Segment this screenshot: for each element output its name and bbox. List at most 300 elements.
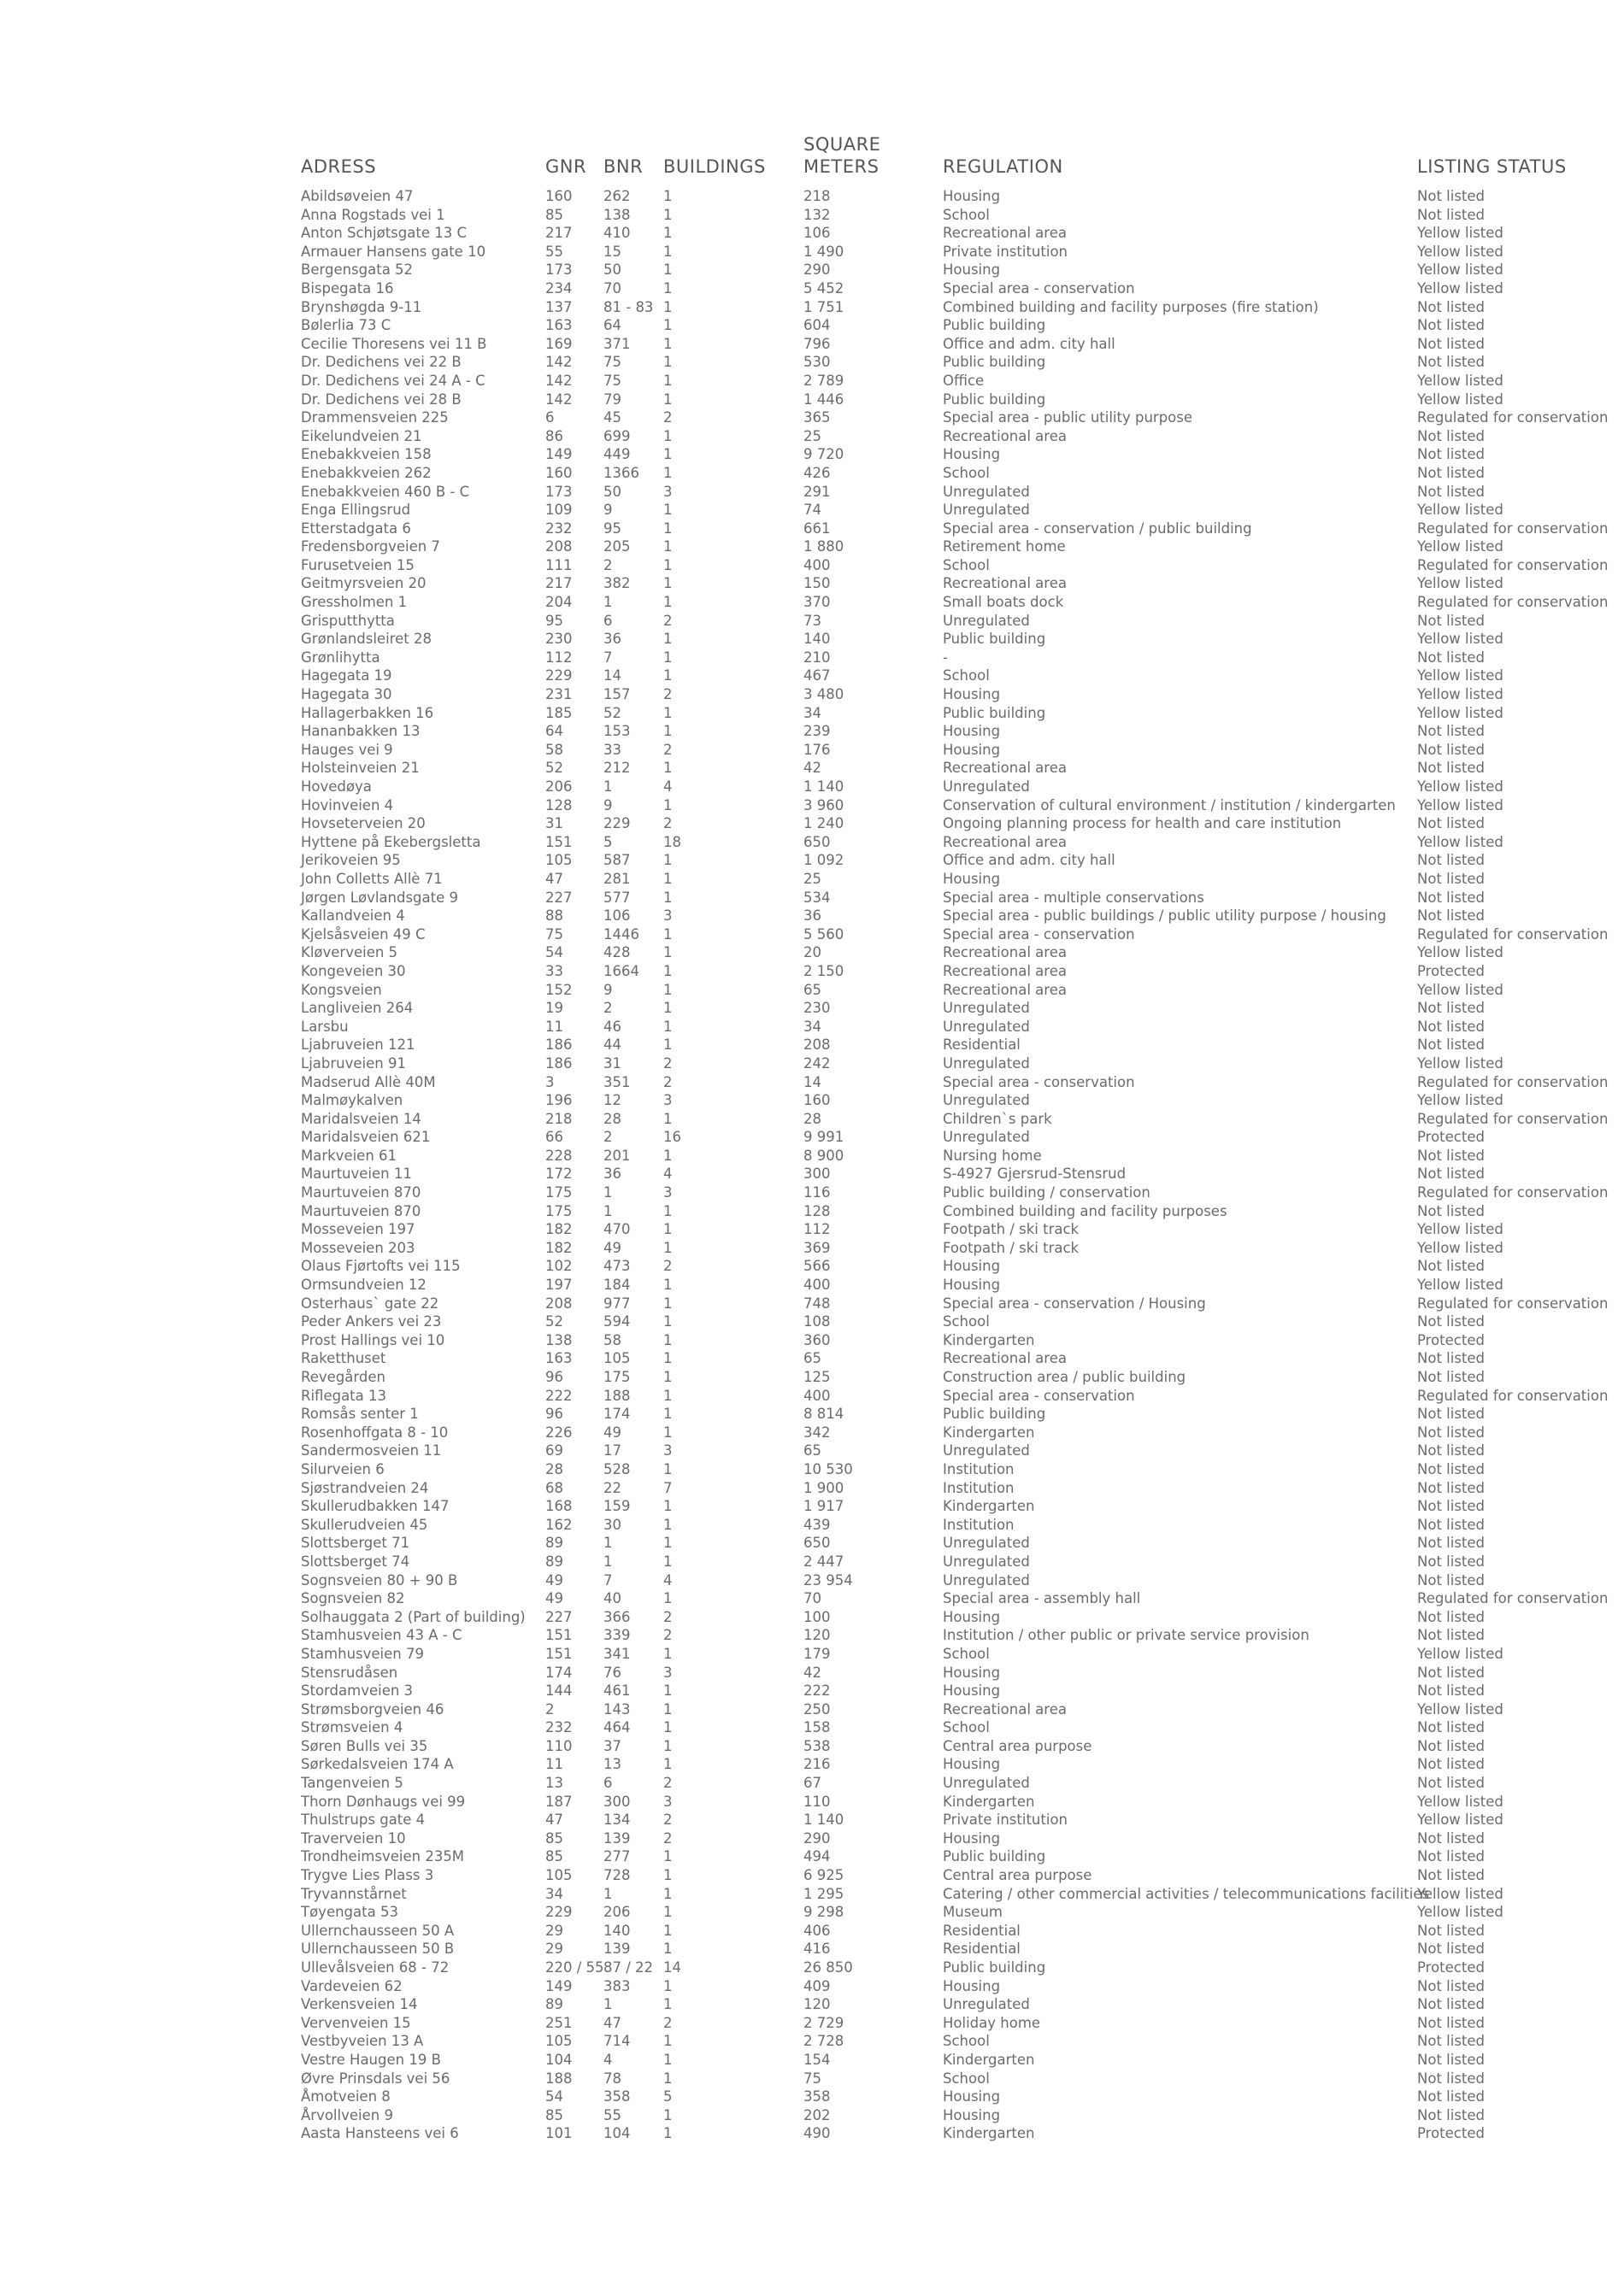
table-row	[301, 649, 1609, 667]
cell-address: Aasta Hansteens vei 6	[301, 2125, 459, 2142]
cell-address: Trygve Lies Plass 3	[301, 1867, 434, 1884]
cell-address: Prost Hallings vei 10	[301, 1331, 445, 1348]
cell-bnr: 28	[603, 1110, 621, 1127]
cell-regulation: Unregulated	[943, 1054, 1030, 1072]
cell-address: Grisputthytta	[301, 612, 395, 629]
table-row	[301, 1073, 1609, 1092]
cell-bnr: 37	[603, 1737, 621, 1754]
cell-square-meters: 2 728	[803, 2033, 844, 2050]
cell-listing-status: Not listed	[1417, 1479, 1486, 1496]
cell-regulation: Nursing home	[943, 1147, 1042, 1164]
cell-listing-status: Not listed	[1417, 1516, 1486, 1533]
table-row	[301, 464, 1609, 483]
cell-address: Strømsborgveien 46	[301, 1700, 444, 1718]
cell-square-meters: 116	[803, 1184, 831, 1201]
cell-listing-status: Not listed	[1417, 870, 1486, 887]
cell-gnr: 227	[545, 889, 573, 906]
cell-square-meters: 67	[803, 1775, 821, 1792]
cell-address: Cecilie Thoresens vei 11 B	[301, 335, 487, 352]
cell-listing-status: Not listed	[1417, 2070, 1486, 2087]
property-table	[301, 128, 1609, 2143]
cell-listing-status: Not listed	[1417, 1737, 1486, 1754]
cell-bnr: 12	[603, 1092, 621, 1109]
cell-gnr: 11	[545, 1756, 563, 1773]
cell-buildings: 1	[663, 1516, 673, 1533]
cell-buildings: 1	[663, 2051, 673, 2068]
cell-buildings: 18	[663, 833, 681, 850]
cell-listing-status: Yellow listed	[1417, 279, 1503, 297]
cell-square-meters: 1 092	[803, 852, 844, 869]
table-row	[301, 261, 1609, 279]
cell-bnr: 15	[603, 243, 621, 260]
cell-gnr: 68	[545, 1479, 563, 1496]
cell-regulation: Institution / other public or private service provision	[943, 1627, 1309, 1644]
cell-square-meters: 650	[803, 1535, 831, 1552]
cell-buildings: 14	[663, 1959, 681, 1976]
cell-bnr: 1	[603, 1996, 613, 2013]
cell-square-meters: 154	[803, 2051, 831, 2068]
cell-square-meters: 538	[803, 1737, 831, 1754]
cell-bnr: 45	[603, 409, 621, 426]
cell-buildings: 2	[663, 1812, 673, 1829]
cell-bnr: 1	[603, 1885, 613, 1902]
cell-square-meters: 796	[803, 335, 831, 352]
cell-regulation: Special area - public utility purpose	[943, 409, 1193, 426]
cell-gnr: 160	[545, 464, 573, 481]
cell-listing-status: Not listed	[1417, 1498, 1486, 1515]
cell-gnr: 220 / 55	[545, 1959, 604, 1976]
table-row	[301, 501, 1609, 520]
cell-address: Maurtuveien 870	[301, 1202, 421, 1219]
cell-address: Fredensborgveien 7	[301, 538, 440, 555]
cell-square-meters: 239	[803, 723, 831, 740]
cell-bnr: 358	[603, 2088, 631, 2105]
cell-bnr: 383	[603, 1977, 631, 1994]
cell-gnr: 110	[545, 1737, 573, 1754]
cell-bnr: 410	[603, 225, 631, 242]
cell-buildings: 1	[663, 1036, 673, 1054]
table-row	[301, 741, 1609, 760]
cell-square-meters: 534	[803, 889, 831, 906]
cell-address: Hananbakken 13	[301, 723, 421, 740]
cell-buildings: 1	[663, 1424, 673, 1441]
cell-buildings: 1	[663, 649, 673, 666]
cell-address: Thorn Dønhaugs vei 99	[301, 1793, 466, 1810]
cell-gnr: 13	[545, 1775, 563, 1792]
cell-regulation: Conservation of cultural environment / institution / kindergarten	[943, 796, 1396, 813]
cell-regulation: Small boats dock	[943, 594, 1064, 611]
cell-square-meters: 342	[803, 1424, 831, 1441]
cell-square-meters: 8 900	[803, 1147, 844, 1164]
cell-square-meters: 406	[803, 1922, 831, 1939]
cell-bnr: 55	[603, 2106, 621, 2123]
cell-listing-status: Not listed	[1417, 1627, 1486, 1644]
cell-listing-status: Not listed	[1417, 907, 1486, 925]
cell-gnr: 29	[545, 1941, 563, 1958]
cell-bnr: 31	[603, 1054, 621, 1072]
cell-buildings: 1	[663, 1553, 673, 1570]
cell-bnr: 728	[603, 1867, 631, 1884]
cell-regulation: Unregulated	[943, 612, 1030, 629]
cell-regulation: Private institution	[943, 1812, 1068, 1829]
cell-buildings: 1	[663, 870, 673, 887]
cell-square-meters: 604	[803, 317, 831, 334]
cell-bnr: 22	[603, 1479, 621, 1496]
cell-buildings: 2	[663, 2014, 673, 2031]
cell-regulation: Public building	[943, 631, 1046, 648]
cell-square-meters: 176	[803, 741, 831, 758]
cell-regulation: Recreational area	[943, 1700, 1067, 1718]
cell-listing-status: Yellow listed	[1417, 243, 1503, 260]
table-row	[301, 2070, 1609, 2088]
cell-regulation: Housing	[943, 1756, 1001, 1773]
cell-bnr: 699	[603, 427, 631, 444]
cell-bnr: 1	[603, 778, 613, 795]
table-row	[301, 851, 1609, 870]
cell-listing-status: Yellow listed	[1417, 1904, 1503, 1921]
cell-square-meters: 1 880	[803, 538, 844, 555]
cell-regulation: Catering / other commercial activities / telecommunications facilities	[943, 1885, 1430, 1902]
cell-gnr: 105	[545, 2033, 573, 2050]
cell-listing-status: Not listed	[1417, 889, 1486, 906]
cell-regulation: Housing	[943, 1258, 1001, 1275]
table-row	[301, 1331, 1609, 1350]
cell-address: Revegården	[301, 1369, 385, 1385]
cell-bnr: 594	[603, 1313, 631, 1330]
cell-square-meters: 110	[803, 1793, 831, 1810]
cell-bnr: 9	[603, 796, 613, 813]
cell-bnr: 382	[603, 575, 631, 592]
cell-regulation: Kindergarten	[943, 1424, 1035, 1441]
cell-bnr: 470	[603, 1221, 631, 1238]
cell-address: Maridalsveien 14	[301, 1110, 421, 1127]
cell-square-meters: 370	[803, 594, 831, 611]
table-row	[301, 666, 1609, 685]
cell-address: Armauer Hansens gate 10	[301, 243, 486, 260]
cell-buildings: 1	[663, 1147, 673, 1164]
header-regulation: REGULATION	[943, 156, 1063, 177]
cell-gnr: 234	[545, 279, 573, 297]
cell-listing-status: Yellow listed	[1417, 1793, 1503, 1810]
cell-buildings: 1	[663, 502, 673, 519]
cell-square-meters: 1 140	[803, 778, 844, 795]
cell-buildings: 1	[663, 390, 673, 408]
cell-buildings: 1	[663, 279, 673, 297]
cell-address: Sandermosveien 11	[301, 1442, 442, 1459]
cell-gnr: 58	[545, 741, 563, 758]
cell-address: Slottsberget 71	[301, 1535, 410, 1552]
cell-regulation: Housing	[943, 446, 1001, 463]
cell-address: Traverveien 10	[301, 1829, 406, 1847]
cell-listing-status: Protected	[1417, 1331, 1485, 1348]
cell-buildings: 2	[663, 815, 673, 832]
table-row	[301, 778, 1609, 796]
table-row	[301, 556, 1609, 575]
cell-gnr: 144	[545, 1682, 573, 1700]
cell-listing-status: Not listed	[1417, 1571, 1486, 1588]
cell-listing-status: Yellow listed	[1417, 833, 1503, 850]
cell-regulation: Residential	[943, 1036, 1021, 1054]
cell-address: Skullerudbakken 147	[301, 1498, 450, 1515]
cell-regulation: Unregulated	[943, 1571, 1030, 1588]
cell-address: Tøyengata 53	[301, 1904, 398, 1921]
table-row	[301, 1424, 1609, 1442]
table-row	[301, 630, 1609, 649]
cell-bnr: 140	[603, 1922, 631, 1939]
cell-regulation: Recreational area	[943, 944, 1067, 961]
table-row	[301, 1995, 1609, 2014]
cell-square-meters: 230	[803, 1000, 831, 1017]
cell-gnr: 75	[545, 925, 563, 942]
cell-regulation: School	[943, 1719, 990, 1736]
cell-regulation: Housing	[943, 2088, 1001, 2105]
cell-regulation: Housing	[943, 1277, 1001, 1294]
cell-bnr: 1446	[603, 925, 639, 942]
cell-bnr: 139	[603, 1829, 631, 1847]
cell-square-meters: 179	[803, 1645, 831, 1662]
table-row	[301, 1018, 1609, 1036]
table-row	[301, 1368, 1609, 1387]
table-row	[301, 243, 1609, 261]
cell-address: Sørkedalsveien 174 A	[301, 1756, 454, 1773]
cell-regulation: Ongoing planning process for health and care institution	[943, 815, 1342, 832]
cell-square-meters: 1 490	[803, 243, 844, 260]
cell-gnr: 230	[545, 631, 573, 648]
cell-buildings: 1	[663, 1239, 673, 1256]
cell-bnr: 33	[603, 741, 621, 758]
cell-gnr: 2	[545, 1700, 555, 1718]
cell-buildings: 1	[663, 1590, 673, 1607]
cell-bnr: 106	[603, 907, 631, 925]
cell-square-meters: 439	[803, 1516, 831, 1533]
cell-square-meters: 1 917	[803, 1498, 844, 1515]
cell-regulation: Recreational area	[943, 427, 1067, 444]
cell-gnr: 168	[545, 1498, 573, 1515]
cell-gnr: 226	[545, 1424, 573, 1441]
cell-address: Drammensveien 225	[301, 409, 449, 426]
cell-regulation: Central area purpose	[943, 1867, 1092, 1884]
cell-listing-status: Not listed	[1417, 1166, 1486, 1183]
cell-bnr: 139	[603, 1941, 631, 1958]
cell-buildings: 3	[663, 907, 673, 925]
cell-square-meters: 73	[803, 612, 821, 629]
cell-gnr: 151	[545, 833, 573, 850]
cell-address: Ljabruveien 121	[301, 1036, 415, 1054]
table-row	[301, 2106, 1609, 2125]
cell-buildings: 1	[663, 1719, 673, 1736]
cell-buildings: 1	[663, 1885, 673, 1902]
cell-gnr: 137	[545, 298, 573, 315]
table-row	[301, 483, 1609, 502]
cell-gnr: 64	[545, 723, 563, 740]
cell-bnr: 14	[603, 667, 621, 684]
cell-address: Ullernchausseen 50 A	[301, 1922, 455, 1939]
table-row	[301, 1516, 1609, 1535]
cell-buildings: 1	[663, 1756, 673, 1773]
cell-listing-status: Protected	[1417, 1129, 1485, 1146]
table-row	[301, 1589, 1609, 1608]
cell-square-meters: 75	[803, 2070, 821, 2087]
cell-gnr: 142	[545, 354, 573, 371]
cell-address: Solhauggata 2 (Part of building)	[301, 1608, 526, 1625]
cell-bnr: 2	[603, 556, 613, 573]
cell-listing-status: Not listed	[1417, 1867, 1486, 1884]
cell-gnr: 111	[545, 556, 573, 573]
cell-regulation: Office and adm. city hall	[943, 335, 1115, 352]
cell-address: Hagegata 19	[301, 667, 392, 684]
table-row	[301, 1922, 1609, 1941]
cell-address: Hallagerbakken 16	[301, 704, 434, 721]
table-row	[301, 2051, 1609, 2070]
cell-regulation: Kindergarten	[943, 2051, 1035, 2068]
cell-square-meters: 400	[803, 1277, 831, 1294]
cell-listing-status: Regulated for conservation	[1417, 1387, 1609, 1404]
table-row	[301, 925, 1609, 944]
cell-square-meters: 158	[803, 1719, 831, 1736]
cell-listing-status: Yellow listed	[1417, 538, 1503, 555]
cell-square-meters: 106	[803, 225, 831, 242]
cell-bnr: 473	[603, 1258, 631, 1275]
cell-address: Enga Ellingsrud	[301, 502, 411, 519]
cell-bnr: 49	[603, 1424, 621, 1441]
cell-square-meters: 661	[803, 520, 831, 537]
cell-buildings: 1	[663, 944, 673, 961]
cell-regulation: Unregulated	[943, 502, 1030, 519]
cell-bnr: 9	[603, 981, 613, 998]
cell-buildings: 3	[663, 1184, 673, 1201]
cell-bnr: 212	[603, 760, 631, 777]
cell-square-meters: 42	[803, 760, 821, 777]
cell-square-meters: 1 446	[803, 390, 844, 408]
cell-bnr: 70	[603, 279, 621, 297]
cell-address: Slottsberget 74	[301, 1553, 410, 1570]
cell-bnr: 52	[603, 704, 621, 721]
cell-square-meters: 36	[803, 907, 821, 925]
table-row	[301, 537, 1609, 556]
cell-regulation: Institution	[943, 1460, 1015, 1477]
cell-listing-status: Not listed	[1417, 1664, 1486, 1681]
cell-listing-status: Regulated for conservation	[1417, 1184, 1609, 1201]
cell-buildings: 1	[663, 1848, 673, 1865]
table-row	[301, 814, 1609, 833]
cell-listing-status: Not listed	[1417, 852, 1486, 869]
cell-regulation: Housing	[943, 1829, 1001, 1847]
cell-buildings: 1	[663, 575, 673, 592]
cell-bnr: 1	[603, 1202, 613, 1219]
cell-square-meters: 112	[803, 1221, 831, 1238]
cell-address: Hagegata 30	[301, 686, 392, 703]
cell-address: Kongsveien	[301, 981, 382, 998]
cell-bnr: 157	[603, 686, 631, 703]
cell-gnr: 89	[545, 1996, 563, 2013]
table-row	[301, 1312, 1609, 1331]
cell-gnr: 208	[545, 538, 573, 555]
cell-buildings: 4	[663, 1571, 673, 1588]
cell-listing-status: Not listed	[1417, 335, 1486, 352]
cell-regulation: Housing	[943, 723, 1001, 740]
cell-square-meters: 242	[803, 1054, 831, 1072]
cell-regulation: Residential	[943, 1941, 1021, 1958]
cell-gnr: 52	[545, 1313, 563, 1330]
cell-listing-status: Not listed	[1417, 1682, 1486, 1700]
cell-listing-status: Not listed	[1417, 427, 1486, 444]
cell-square-meters: 208	[803, 1036, 831, 1054]
cell-bnr: 977	[603, 1295, 631, 1312]
cell-gnr: 163	[545, 317, 573, 334]
cell-regulation: Public building	[943, 704, 1046, 721]
cell-square-meters: 1 900	[803, 1479, 844, 1496]
cell-bnr: 30	[603, 1516, 621, 1533]
cell-listing-status: Not listed	[1417, 612, 1486, 629]
cell-listing-status: Yellow listed	[1417, 704, 1503, 721]
table-row	[301, 889, 1609, 907]
cell-buildings: 1	[663, 962, 673, 979]
table-row	[301, 1977, 1609, 1996]
cell-square-meters: 416	[803, 1941, 831, 1958]
cell-regulation: Central area purpose	[943, 1737, 1092, 1754]
cell-listing-status: Not listed	[1417, 1608, 1486, 1625]
cell-gnr: 251	[545, 2014, 573, 2031]
cell-listing-status: Yellow listed	[1417, 981, 1503, 998]
cell-listing-status: Not listed	[1417, 464, 1486, 481]
table-row	[301, 1497, 1609, 1516]
cell-gnr: 228	[545, 1147, 573, 1164]
cell-gnr: 31	[545, 815, 563, 832]
cell-bnr: 95	[603, 520, 621, 537]
cell-buildings: 1	[663, 1460, 673, 1477]
cell-gnr: 3	[545, 1073, 555, 1090]
cell-address: Kallandveien 4	[301, 907, 405, 925]
cell-regulation: Public building / conservation	[943, 1184, 1150, 1201]
cell-buildings: 1	[663, 225, 673, 242]
cell-listing-status: Yellow listed	[1417, 686, 1503, 703]
cell-regulation: Recreational area	[943, 962, 1067, 979]
cell-address: Osterhaus` gate 22	[301, 1295, 439, 1312]
cell-regulation: School	[943, 556, 990, 573]
cell-buildings: 1	[663, 243, 673, 260]
cell-gnr: 88	[545, 907, 563, 925]
cell-address: Dr. Dedichens vei 24 A - C	[301, 372, 485, 389]
cell-listing-status: Yellow listed	[1417, 261, 1503, 279]
table-row	[301, 574, 1609, 593]
cell-regulation: Housing	[943, 686, 1001, 703]
cell-square-meters: 3 960	[803, 796, 844, 813]
cell-gnr: 28	[545, 1460, 563, 1477]
cell-bnr: 229	[603, 815, 631, 832]
cell-bnr: 13	[603, 1756, 621, 1773]
cell-listing-status: Yellow listed	[1417, 944, 1503, 961]
cell-gnr: 85	[545, 1829, 563, 1847]
cell-square-meters: 365	[803, 409, 831, 426]
cell-listing-status: Not listed	[1417, 188, 1486, 204]
cell-square-meters: 2 729	[803, 2014, 844, 2031]
table-row	[301, 1534, 1609, 1553]
table-row	[301, 1958, 1609, 1977]
cell-regulation: Combined building and facility purposes	[943, 1202, 1227, 1219]
table-row	[301, 1682, 1609, 1700]
table-row	[301, 593, 1609, 612]
cell-listing-status: Not listed	[1417, 1553, 1486, 1570]
cell-bnr: 7	[603, 1571, 613, 1588]
cell-address: Bergensgata 52	[301, 261, 414, 279]
cell-square-meters: 1 295	[803, 1885, 844, 1902]
cell-address: Mosseveien 197	[301, 1221, 415, 1238]
cell-bnr: 461	[603, 1682, 631, 1700]
cell-buildings: 1	[663, 1387, 673, 1404]
cell-address: Kløverveien 5	[301, 944, 398, 961]
cell-listing-status: Not listed	[1417, 649, 1486, 666]
table-row	[301, 1829, 1609, 1848]
